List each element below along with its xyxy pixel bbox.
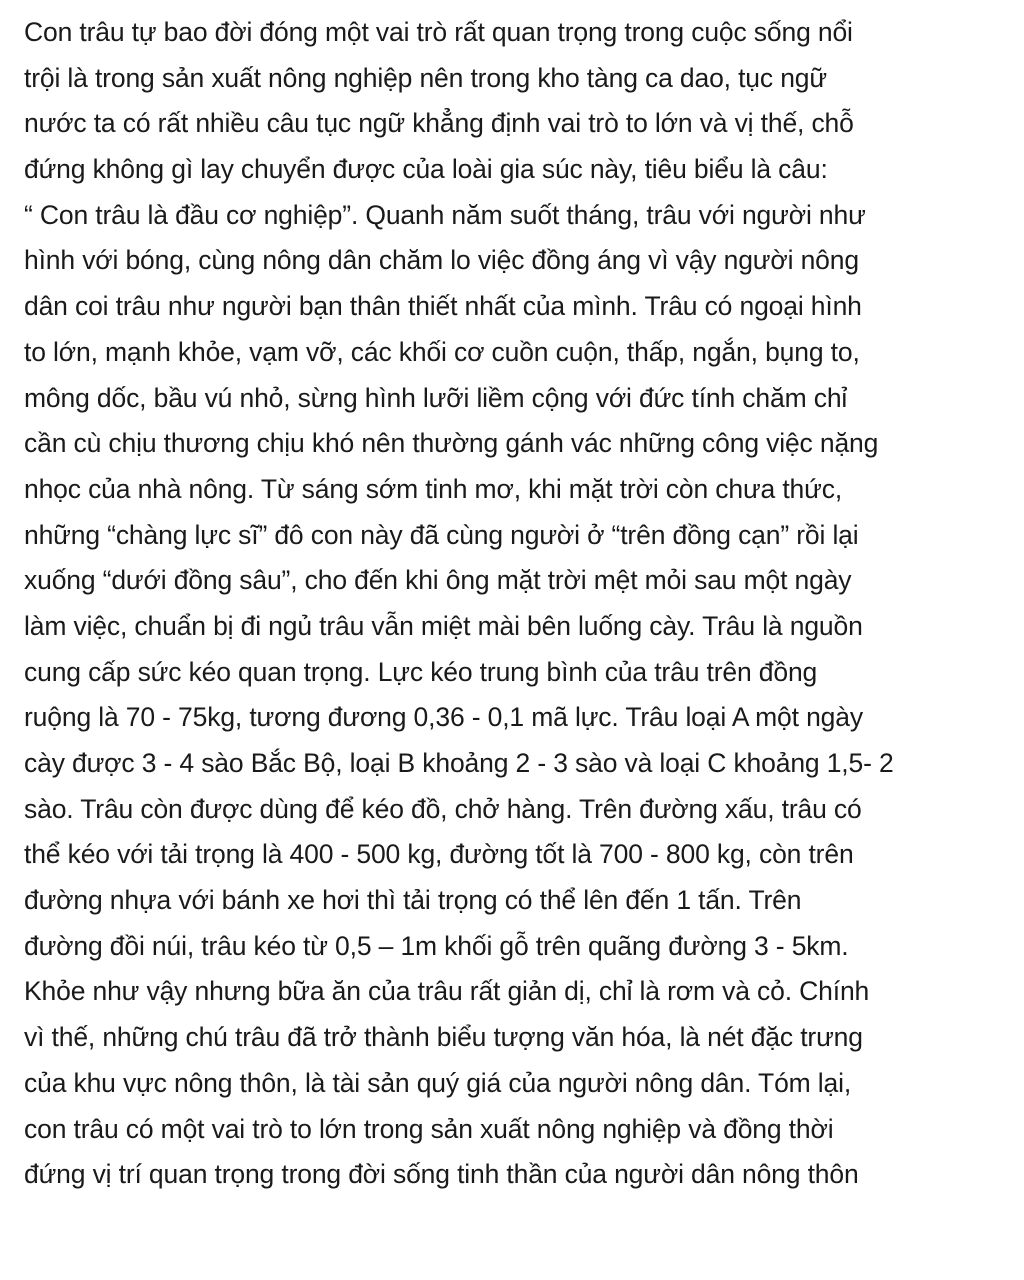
- text-line: con trâu có một vai trò to lớn trong sản xuất nông nghiệp và đồng thời: [24, 1113, 834, 1144]
- essay-paragraph: [24, 10, 1014, 1198]
- text-line: xuống “dưới đồng sâu”, cho đến khi ông mặt trời mệt mỏi sau một ngày: [24, 565, 852, 596]
- text-line: nhọc của nhà nông. Từ sáng sớm tinh mơ, khi mặt trời còn chưa thức,: [24, 473, 843, 504]
- text-line: cày được 3 - 4 sào Bắc Bộ, loại B khoảng 2 - 3 sào và loại C khoảng 1,5- 2: [24, 748, 894, 778]
- text-line: sào. Trâu còn được dùng để kéo đồ, chở hàng. Trên đường xấu, trâu có: [24, 793, 862, 824]
- text-line: đứng vị trí quan trọng trong đời sống tinh thần của người dân nông thôn: [24, 1159, 859, 1190]
- text-line: Con trâu tự bao đời đóng một vai trò rất quan trọng trong cuộc sống nổi: [24, 17, 853, 47]
- text-line: đứng không gì lay chuyển được của loài gia súc này, tiêu biểu là câu:: [24, 154, 828, 185]
- text-line: cần cù chịu thương chịu khó nên thường gánh vác những công việc nặng: [24, 428, 879, 459]
- text-line: những “chàng lực sĩ” đô con này đã cùng người ở “trên đồng cạn” rồi lại: [24, 519, 859, 550]
- text-line: cung cấp sức kéo quan trọng. Lực kéo trung bình của trâu trên đồng: [24, 656, 818, 687]
- text-line: hình với bóng, cùng nông dân chăm lo việc đồng áng vì vậy người nông: [24, 245, 859, 276]
- text-line: to lớn, mạnh khỏe, vạm vỡ, các khối cơ cuồn cuộn, thấp, ngắn, bụng to,: [24, 336, 860, 367]
- text-line: dân coi trâu như người bạn thân thiết nhất của mình. Trâu có ngoại hình: [24, 291, 862, 322]
- text-line: của khu vực nông thôn, là tài sản quý giá của người nông dân. Tóm lại,: [24, 1067, 852, 1098]
- text-line: trội là trong sản xuất nông nghiệp nên trong kho tàng ca dao, tục ngữ: [24, 62, 827, 93]
- text-line: vì thế, những chú trâu đã trở thành biểu tượng văn hóa, là nét đặc trưng: [24, 1022, 863, 1053]
- text-line: ruộng là 70 - 75kg, tương đương 0,36 - 0,1 mã lực. Trâu loại A một ngày: [24, 702, 863, 733]
- text-line: đường đồi núi, trâu kéo từ 0,5 – 1m khối gỗ trên quãng đường 3 - 5km.: [24, 930, 849, 961]
- text-line: nước ta có rất nhiều câu tục ngữ khẳng định vai trò to lớn và vị thế, chỗ: [24, 108, 854, 139]
- text-line: mông dốc, bầu vú nhỏ, sừng hình lưỡi liềm cộng với đức tính chăm chỉ: [24, 382, 848, 413]
- text-line: “ Con trâu là đầu cơ nghiệp”. Quanh năm suốt tháng, trâu với người như: [24, 199, 866, 230]
- text-line: thể kéo với tải trọng là 400 - 500 kg, đường tốt là 700 - 800 kg, còn trên: [24, 839, 854, 870]
- text-line: làm việc, chuẩn bị đi ngủ trâu vẫn miệt mài bên luống cày. Trâu là nguồn: [24, 610, 863, 641]
- text-line: Khỏe như vậy nhưng bữa ăn của trâu rất giản dị, chỉ là rơm và cỏ. Chính: [24, 976, 870, 1007]
- text-line: đường nhựa với bánh xe hơi thì tải trọng có thể lên đến 1 tấn. Trên: [24, 885, 802, 916]
